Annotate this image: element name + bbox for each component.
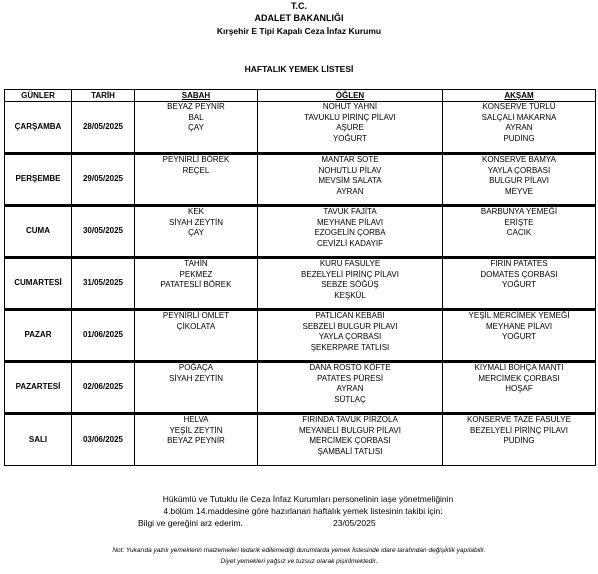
dinner-item: AYRAN [505, 123, 533, 132]
footer-line-1: Hükümlü ve Tutuklu ile Ceza İnfaz Kurumları personelinin iaşe yönetmeliğinin [162, 494, 454, 504]
lunch-item: MERCİMEK ÇORBASI [309, 436, 391, 445]
table-header-row [5, 90, 596, 102]
day-name-cell: PAZAR [5, 310, 72, 362]
note-line-2: Diyet yemekleri yağsız ve tuzsuz olarak pişirilmektedir. [220, 558, 378, 565]
dinner-cell [443, 414, 596, 466]
dinner-cell [443, 206, 596, 258]
note-line-1: Not: Yukarıda yazılı yemeklerin malzemeleri tedarik edilemediği durumlarda yemek listesinde idare tarafından değişiklik yapılabilir. [112, 547, 486, 554]
table-row [5, 102, 596, 154]
dinner-item: PUDİNG [503, 436, 535, 445]
day-name-cell: ÇARŞAMBA [5, 102, 72, 154]
lunch-item: DANA ROSTO KÖFTE [309, 363, 391, 372]
lunch-item: KURU FASULYE [319, 259, 381, 268]
lunch-item: TAVUK FAJİTA [323, 207, 377, 216]
day-name-cell: CUMA [5, 206, 72, 258]
dinner-item: FIRIN PATATES [490, 259, 548, 268]
dinner-item: CACIK [506, 228, 532, 237]
breakfast-item: PEYNİRLİ OMLET [162, 311, 230, 320]
day-name-cell: PERŞEMBE [5, 154, 72, 206]
breakfast-item: BEYAZ PEYNİR [167, 436, 225, 445]
dinner-item: SALÇALI MAKARNA [481, 112, 557, 122]
date-cell: 31/05/2025 [72, 258, 135, 310]
breakfast-item: SİYAH ZEYTİN [168, 373, 224, 383]
dinner-item: BEZELYELİ PİRİNÇ PİLAVI [470, 425, 568, 435]
footer-date: 23/05/2025 [333, 518, 376, 528]
lunch-item: NOHUTLU PİLAV [318, 165, 382, 175]
date-cell: 01/06/2025 [72, 310, 135, 362]
lunch-item: MANTAR SOTE [321, 155, 379, 164]
lunch-item: PATLICAN KEBABI [315, 311, 385, 320]
lunch-item: ŞAMBALİ TATLISI [317, 446, 383, 456]
lunch-item: TAVUKLU PİRİNÇ PİLAVI [304, 112, 396, 122]
lunch-item: MEVSİM SALATA [318, 176, 382, 185]
lunch-item: KEŞKÜL [334, 290, 366, 300]
dinner-cell [443, 310, 596, 362]
breakfast-item: PATATESLİ BÖREK [160, 280, 232, 289]
dinner-cell [443, 258, 596, 310]
table-row [5, 362, 596, 414]
footer-line-2: 4.bölüm 14.maddesine göre hazırlanan haftalık yemek listesinin takibi için: [163, 506, 443, 516]
header-tc: T.C. [290, 1, 307, 11]
lunch-item: SEBZELİ BULGUR PİLAVI [302, 321, 398, 331]
date-cell: 03/06/2025 [72, 414, 135, 466]
day-name-cell: SALI [5, 414, 72, 466]
column-header-days: GÜNLER [5, 90, 72, 102]
dinner-item: BARBUNYA YEMEĞİ [480, 207, 558, 216]
lunch-item: SÜTLAÇ [334, 394, 366, 404]
dinner-item: HOŞAF [505, 384, 533, 393]
dinner-item: MEYHANE PİLAVI [485, 321, 553, 331]
lunch-cell [258, 258, 443, 310]
dinner-item: KONSERVE TAZE FASULYE [467, 415, 571, 424]
lunch-item: ŞEKERPARE TATLISI [310, 342, 390, 352]
lunch-cell [258, 310, 443, 362]
dinner-item: YEŞİL MERCİMEK YEMEĞİ [468, 311, 570, 320]
breakfast-item: KEK [187, 207, 204, 216]
dinner-item: ERİŞTE [504, 217, 534, 227]
day-name-cell: PAZARTESİ [5, 362, 72, 414]
column-header-date: TARİH [72, 90, 135, 102]
dinner-item: BULGUR PİLAVI [489, 176, 549, 185]
lunch-cell [258, 414, 443, 466]
column-header-lunch: ÖĞLEN [258, 90, 443, 102]
lunch-cell [258, 206, 443, 258]
breakfast-item: ÇAY [188, 228, 204, 237]
date-cell: 30/05/2025 [72, 206, 135, 258]
dinner-cell [443, 102, 596, 154]
table-row [5, 310, 596, 362]
breakfast-item: ÇAY [188, 123, 204, 132]
breakfast-item: REÇEL [182, 165, 210, 175]
breakfast-cell [135, 310, 258, 362]
dinner-item: KONSERVE BAMYA [482, 155, 556, 164]
dinner-item: MEYVE [504, 186, 533, 196]
date-cell: 02/06/2025 [72, 362, 135, 414]
lunch-item: AYRAN [336, 384, 364, 393]
dinner-item: YAYLA ÇORBASI [487, 165, 551, 175]
breakfast-item: POĞAÇA [178, 363, 214, 372]
lunch-item: AYRAN [336, 186, 364, 196]
lunch-item: CEVİZLİ KADAYIF [316, 238, 384, 248]
dinner-cell [443, 154, 596, 206]
lunch-item: SEBZE SÖĞÜŞ [321, 280, 379, 289]
breakfast-item: YEŞİL ZEYTİN [169, 425, 223, 435]
lunch-item: NOHUT YAHNİ [322, 102, 378, 111]
table-row [5, 258, 596, 310]
breakfast-item: BEYAZ PEYNİR [167, 102, 225, 111]
lunch-cell [258, 362, 443, 414]
lunch-item: MEYANELİ BULGUR PİLAVI [299, 425, 401, 435]
table-body [5, 102, 596, 466]
header-institution: Kırşehir E Tipi Kapalı Ceza İnfaz Kurumu [216, 26, 382, 36]
breakfast-item: HELVA [183, 415, 209, 424]
breakfast-item: TAHİN [184, 259, 208, 268]
lunch-item: YAYLA ÇORBASI [318, 332, 382, 341]
lunch-cell [258, 154, 443, 206]
breakfast-cell [135, 102, 258, 154]
header-ministry: ADALET BAKANLIĞI [254, 13, 344, 23]
table-row [5, 206, 596, 258]
breakfast-item: PEKMEZ [179, 269, 213, 279]
breakfast-item: SİYAH ZEYTİN [168, 217, 224, 227]
lunch-item: MEYHANE PİLAVI [316, 217, 384, 227]
dinner-item: KONSERVE TÜRLÜ [482, 102, 556, 111]
footer-line-3: Bilgi ve gereğini arz ederim. [138, 518, 243, 528]
dinner-cell [443, 362, 596, 414]
lunch-item: EZOGELİN ÇORBA [314, 228, 386, 237]
dinner-item: KIYMALI BOHÇA MANTI [474, 363, 564, 372]
date-cell: 28/05/2025 [72, 102, 135, 154]
lunch-item: PATATES PÜRESİ [316, 373, 384, 383]
dinner-item: DOMATES ÇORBASI [480, 269, 558, 279]
dinner-item: YOĞURT [501, 332, 537, 341]
dinner-item: MERCİMEK ÇORBASI [478, 373, 560, 383]
breakfast-item: PEYNİRLİ BÖREK [162, 155, 230, 164]
dinner-item: PUDİNG [503, 133, 535, 143]
lunch-item: AŞURE [336, 123, 364, 132]
breakfast-cell [135, 154, 258, 206]
dinner-item: YOĞURT [501, 280, 537, 289]
breakfast-item: BAL [188, 112, 204, 122]
lunch-cell [258, 102, 443, 154]
breakfast-cell [135, 258, 258, 310]
weekly-menu-table [4, 89, 596, 466]
date-cell: 29/05/2025 [72, 154, 135, 206]
column-header-dinner: AKŞAM [443, 90, 596, 102]
breakfast-cell [135, 414, 258, 466]
table-row [5, 154, 596, 206]
lunch-item: FIRINDA TAVUK PİRZOLA [302, 415, 398, 424]
breakfast-cell [135, 362, 258, 414]
breakfast-cell [135, 206, 258, 258]
breakfast-item: ÇİKOLATA [176, 321, 216, 331]
column-header-breakfast: SABAH [135, 90, 258, 102]
document-title: HAFTALIK YEMEK LİSTESİ [244, 64, 354, 74]
lunch-item: BEZELYELİ PİRİNÇ PİLAVI [301, 269, 399, 279]
day-name-cell: CUMARTESİ [5, 258, 72, 310]
table-row [5, 414, 596, 466]
lunch-item: YOĞURT [332, 133, 368, 143]
